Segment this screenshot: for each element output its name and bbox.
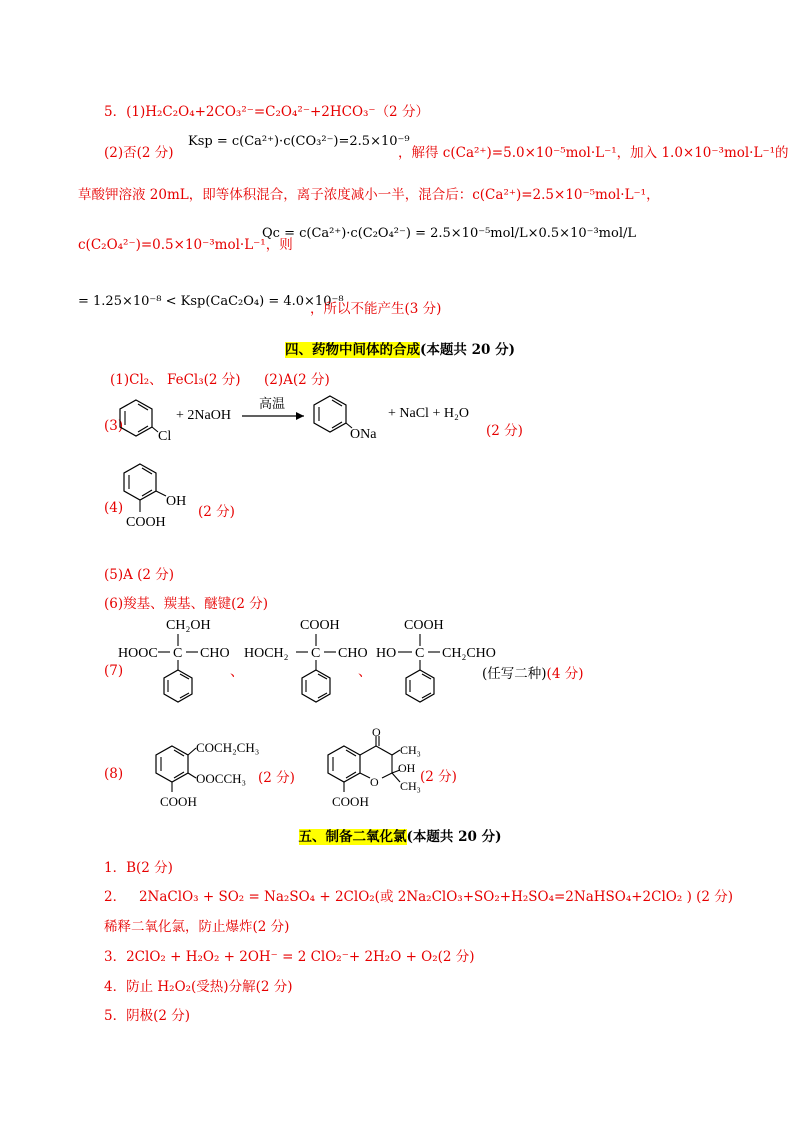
s4-answer8-score2: (2 分) bbox=[420, 769, 457, 785]
cho-label: CHO bbox=[338, 646, 368, 661]
separator: 、 bbox=[230, 665, 244, 680]
q5-part1 bbox=[104, 100, 429, 120]
cooh-label: COOH bbox=[404, 618, 444, 633]
hydroxyl-label: OH bbox=[166, 494, 187, 509]
section5-heading bbox=[0, 825, 800, 845]
q5-part1-score: （2 分） bbox=[375, 104, 429, 120]
answer8-structures bbox=[146, 728, 466, 814]
ho-label: HO bbox=[376, 646, 397, 661]
s5-answer5: 5．阴极(2 分) bbox=[104, 1008, 191, 1024]
section5-title: 五、制备二氧化氯 bbox=[298, 829, 407, 845]
hooc-label: HOOC bbox=[118, 646, 158, 661]
q5-part2-text2: 草酸钾溶液 20mL，即等体积混合，离子浓度减小一半，混合后：c(Ca²⁺)=2.5×10⁻⁵mol·L⁻¹， bbox=[78, 187, 660, 203]
isomer-structures bbox=[118, 614, 678, 714]
carboxyl-label: COOH bbox=[332, 794, 369, 809]
central-carbon-label: C bbox=[173, 646, 183, 661]
s4-answer1: (1)Cl₂、 FeCl₃(2 分) bbox=[110, 372, 241, 388]
s4-answer2: (2)A(2 分) bbox=[264, 372, 330, 388]
s4-answer8-label: (8) bbox=[104, 766, 124, 782]
byproducts: + NaCl + H₂O bbox=[388, 406, 469, 421]
ch2oh-label: CH₂OH bbox=[166, 618, 211, 633]
s5-answer4: 4．防止 H₂O₂(受热)分解(2 分) bbox=[104, 979, 293, 995]
carboxyl-label: COOH bbox=[160, 794, 197, 809]
s4-answer7-note-text: (任写二种) bbox=[482, 666, 547, 682]
reaction-condition: 高温 bbox=[259, 396, 286, 411]
q5-conclusion: ，所以不能产生(3 分) bbox=[310, 301, 442, 317]
q5-part1-equation: H₂C₂O₄+2CO₃²⁻=C₂O₄²⁻+2HCO₃⁻ bbox=[145, 104, 376, 120]
q5-part2-label: (2)否(2 分) bbox=[104, 145, 174, 161]
s5-answer2 bbox=[104, 885, 733, 905]
section4-heading bbox=[0, 338, 800, 358]
s4-answer3-label: (3) bbox=[104, 418, 124, 434]
s4-answer7-score: (4 分) bbox=[546, 666, 584, 682]
result-formula: = 1.25×10⁻⁸ < Ksp(CaC₂O₄) = 4.0×10⁻⁸ bbox=[78, 294, 344, 309]
coch2ch3-label: COCH₂CH₃ bbox=[196, 740, 260, 755]
s4-answer5: (5)A (2 分) bbox=[104, 567, 175, 583]
ring-oxygen-label: O bbox=[370, 775, 379, 789]
s5-answer3: 3．2ClO₂ + H₂O₂ + 2OH⁻ = 2 ClO₂⁻+ 2H₂O + O₂(2 分) bbox=[104, 949, 475, 965]
s5-answer2-line2: 稀释二氧化氯，防止爆炸(2 分) bbox=[104, 919, 290, 935]
s4-answer4-label: (4) bbox=[104, 500, 124, 516]
section4-title: 四、药物中间体的合成 bbox=[285, 342, 421, 358]
qc-formula: Qc = c(Ca²⁺)·c(C₂O₄²⁻) = 2.5×10⁻⁵mol/L×0.5×10⁻³mol/L bbox=[262, 226, 637, 241]
s4-answer3-score: (2 分) bbox=[486, 423, 523, 439]
s4-answer4-score: (2 分) bbox=[198, 504, 235, 520]
hoch2-label: HOCH₂ bbox=[244, 646, 289, 661]
ooccch3-label: OOCCH₃ bbox=[196, 771, 247, 786]
reagent-naoh: + 2NaOH bbox=[176, 408, 231, 423]
reaction-scheme bbox=[116, 392, 676, 452]
section4-suffix: (本题共 20 分) bbox=[420, 342, 515, 358]
s4-answer6: (6)羧基、羰基、醚键(2 分) bbox=[104, 596, 269, 612]
q5-part2-text3: c(C₂O₄²⁻)=0.5×10⁻³mol·L⁻¹，则 bbox=[78, 237, 293, 253]
central-carbon-label: C bbox=[415, 646, 425, 661]
carboxyl-label: COOH bbox=[126, 515, 166, 530]
s4-answer8-score1: (2 分) bbox=[258, 770, 295, 786]
ksp-formula: Ksp = c(Ca²⁺)·c(CO₃²⁻)=2.5×10⁻⁹ bbox=[188, 134, 410, 149]
s4-answer7-note bbox=[482, 662, 583, 682]
hydroxyl-label: OH bbox=[398, 761, 416, 775]
methyl-label: CH₃ bbox=[400, 743, 421, 757]
separator: 、 bbox=[358, 665, 372, 680]
ch2cho-label: CH₂CHO bbox=[442, 646, 496, 661]
central-carbon-label: C bbox=[311, 646, 321, 661]
carbonyl-oxygen-label: O bbox=[372, 728, 381, 739]
cooh-label: COOH bbox=[300, 618, 340, 633]
q5-part2-text1: ，解得 c(Ca²⁺)=5.0×10⁻⁵mol·L⁻¹，加入 1.0×10⁻³mol·L⁻¹的 bbox=[398, 145, 789, 161]
section5-suffix: (本题共 20 分) bbox=[406, 829, 502, 845]
s5-answer2-label: 2． bbox=[104, 889, 127, 905]
s5-answer1: 1．B(2 分) bbox=[104, 860, 173, 876]
methyl-label: CH₃ bbox=[400, 779, 421, 793]
s4-answer7-label: (7) bbox=[104, 663, 124, 679]
salicylic-acid-structure bbox=[118, 460, 198, 538]
chlorine-label: Cl bbox=[158, 429, 172, 444]
cho-label: CHO bbox=[200, 646, 230, 661]
s5-answer2-equation: 2NaClO₃ + SO₂ = Na₂SO₄ + 2ClO₂(或 2Na₂ClO₃+SO₂+H₂SO₄=2NaHSO₄+2ClO₂ ) (2 分) bbox=[138, 889, 734, 905]
q5-part1-label: 5．(1) bbox=[104, 104, 146, 120]
phenoxide-label: ONa bbox=[350, 427, 377, 442]
